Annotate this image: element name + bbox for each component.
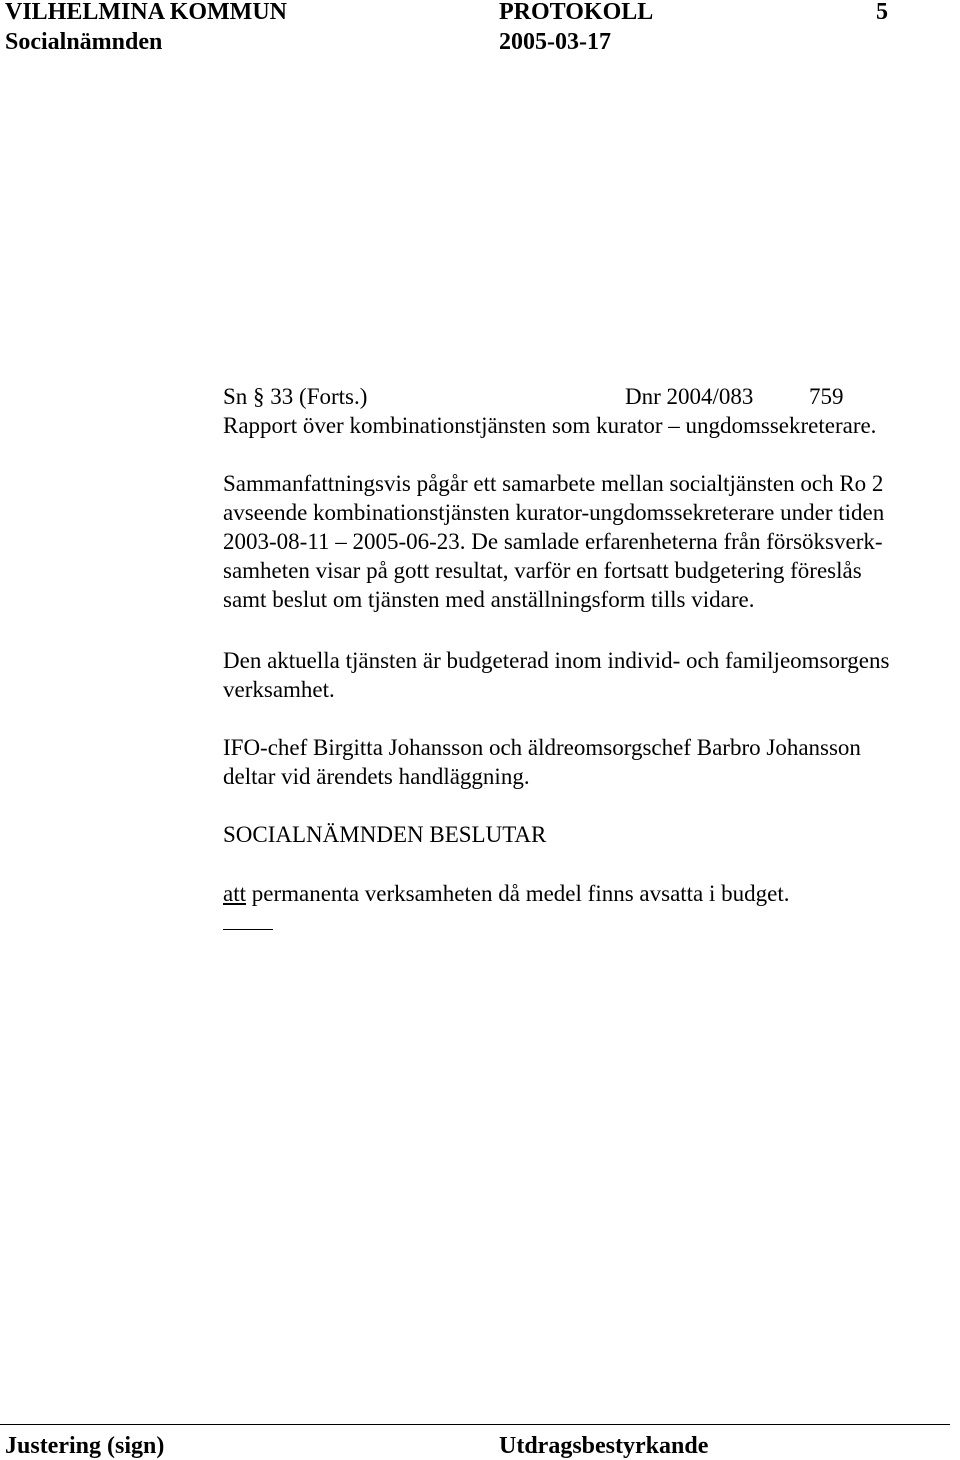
footer-utdragsbestyrkande: Utdragsbestyrkande [499,1433,709,1459]
summary-line: 2003-08-11 – 2005-06-23. De samlade erfarenheterna från försöksverk- [223,529,883,554]
end-rule [223,929,273,930]
footer-rule [0,1424,950,1425]
decision-att-word: att [223,881,246,906]
summary-line: samt beslut om tjänsten med anställningsform tills vidare. [223,587,755,612]
case-section-number: 33 (Forts.) [270,384,368,409]
summary-paragraph [223,469,960,614]
case-title: Rapport över kombinationstjänsten som kurator – ungdomssekreterare. [223,413,877,438]
summary-line: Sammanfattningsvis pågår ett samarbete mellan socialtjänsten och Ro 2 [223,471,884,496]
budget-paragraph [223,646,960,704]
header-page-number: 5 [876,0,888,25]
participants-line: deltar vid ärendets handläggning. [223,764,530,789]
section-symbol: § [253,384,265,409]
header-committee: Socialnämnden [5,29,163,55]
case-section-prefix: Sn [223,384,248,409]
participants-line: IFO-chef Birgitta Johansson och äldreomsorgschef Barbro Johansson [223,735,861,760]
case-dnr-suffix: 759 [809,384,844,409]
decision-heading: SOCIALNÄMNDEN BESLUTAR [223,822,547,847]
case-dnr: Dnr 2004/083 [625,384,754,409]
header-org: VILHELMINA KOMMUN [5,0,287,25]
summary-line: avseende kombinationstjänsten kurator-ungdomssekreterare under tiden [223,500,885,525]
footer-justering: Justering (sign) [5,1433,165,1459]
budget-line: verksamhet. [223,677,335,702]
participants-paragraph [223,733,960,791]
case-section [223,382,367,411]
budget-line: Den aktuella tjänsten är budgeterad inom individ- och familjeomsorgens [223,648,890,673]
header-doc-type: PROTOKOLL [499,0,654,25]
summary-line: samheten visar på gott resultat, varför en fortsatt budgetering föreslås [223,558,862,583]
decision-body: permanenta verksamheten då medel finns avsatta i budget. [246,881,790,906]
header-date: 2005-03-17 [499,29,611,55]
decision-text [223,879,790,908]
